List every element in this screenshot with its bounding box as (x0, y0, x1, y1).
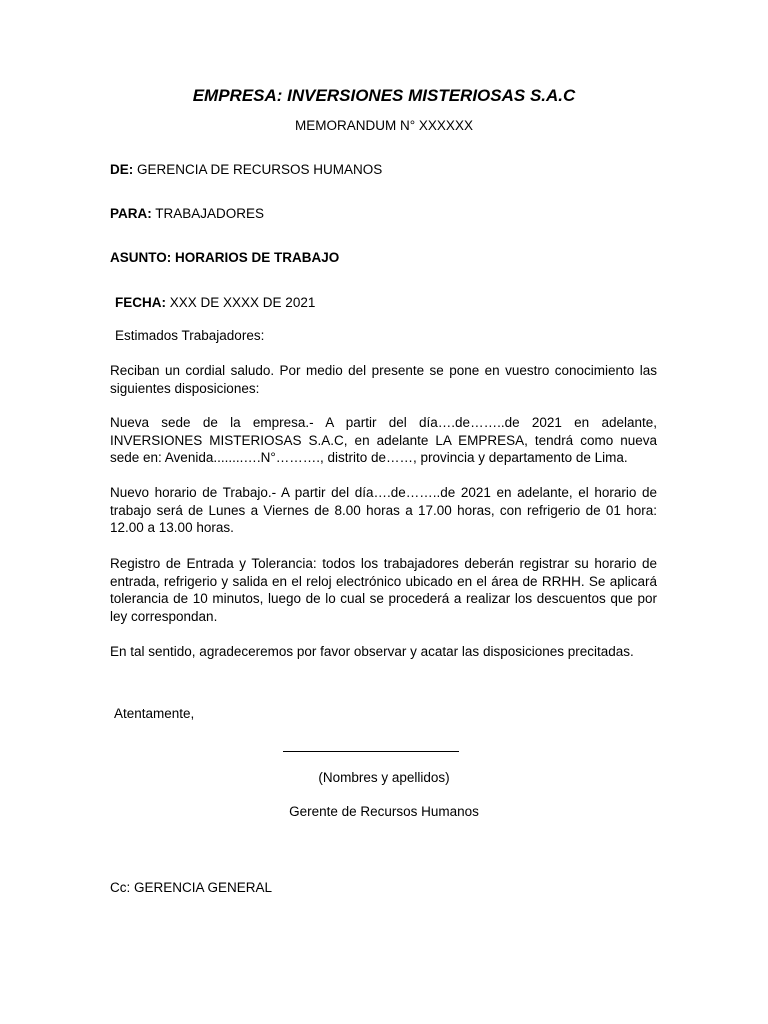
closing-paragraph: En tal sentido, agradeceremos por favor observar y acatar las disposiciones precitadas. (110, 644, 634, 659)
date-value: XXX DE XXXX DE 2021 (169, 295, 316, 310)
to-value: TRABAJADORES (155, 206, 265, 221)
attendance-paragraph: Registro de Entrada y Tolerancia: todos los trabajadores deberán registrar su horario de entrada, refrigerio y salida en el reloj electrónico ubicado en el área de RRHH. Se aplicará tolerancia de 10 minutos, luego de lo cual se procederá a realizar los descuentos que por ley correspondan. (110, 556, 657, 624)
greeting: Estimados Trabajadores: (115, 328, 265, 343)
date-label: FECHA: (115, 295, 166, 310)
memo-number: MEMORANDUM N° XXXXXX (295, 118, 473, 133)
from-label: DE: (110, 162, 134, 177)
to-label: PARA: (110, 206, 152, 221)
new-schedule-paragraph: Nuevo horario de Trabajo.- A partir del día….de……..de 2021 en adelante, el horario de trabajo será de Lunes a Viernes de 8.00 horas a 17.00 horas, con refrigerio de 01 hora: 12.00 a 13.00 horas. (110, 485, 657, 535)
intro-paragraph: Reciban un cordial saludo. Por medio del presente se pone en vuestro conocimiento las siguientes disposiciones: (110, 363, 657, 396)
signer-role: Gerente de Recursos Humanos (289, 804, 479, 819)
to-line (110, 206, 264, 221)
carbon-copy: Cc: GERENCIA GENERAL (110, 880, 273, 895)
signer-name: (Nombres y apellidos) (318, 770, 450, 785)
company-title: EMPRESA: INVERSIONES MISTERIOSAS S.A.C (192, 86, 576, 105)
date-line (115, 295, 315, 310)
new-office-paragraph: Nueva sede de la empresa.- A partir del día….de……..de 2021 en adelante, INVERSIONES MISTERIOSAS S.A.C, en adelante LA EMPRESA, tendrá como nueva sede en: Avenida........….N°………., distrito de……, provincia y departamento de Lima. (110, 415, 657, 465)
sign-off: Atentamente, (114, 706, 195, 721)
signature-line (283, 751, 459, 752)
from-value: GERENCIA DE RECURSOS HUMANOS (137, 162, 383, 177)
subject-line: ASUNTO: HORARIOS DE TRABAJO (110, 250, 340, 265)
from-line (110, 162, 382, 177)
